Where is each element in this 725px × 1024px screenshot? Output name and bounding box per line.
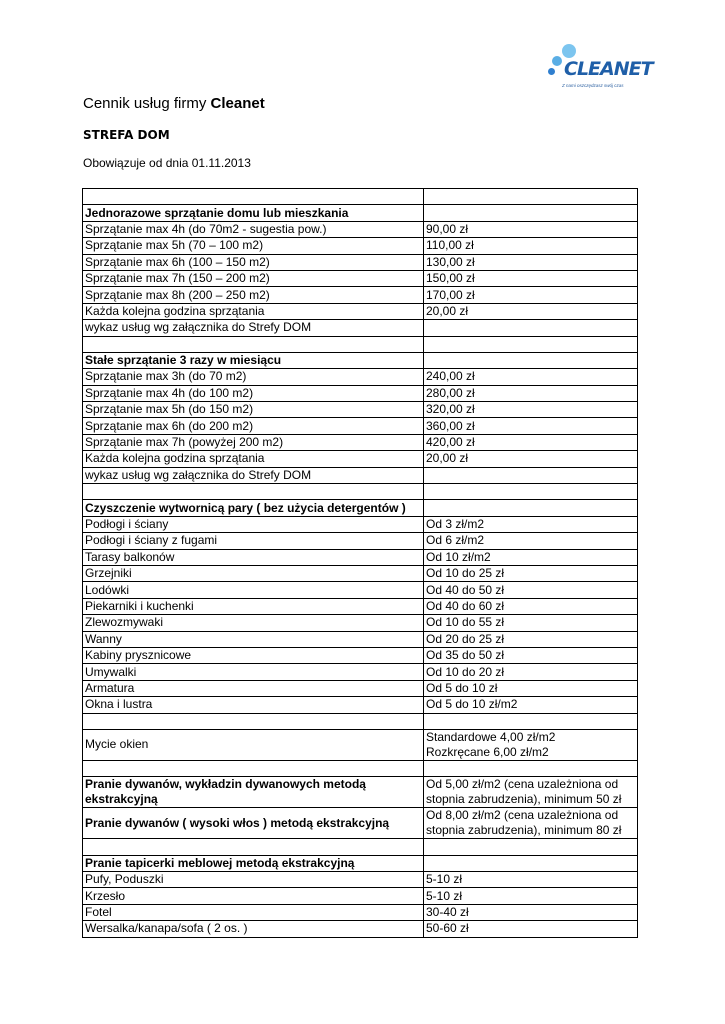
service-price: 110,00 zł [424,238,638,254]
service-price [424,320,638,336]
service-price [424,352,638,368]
service-price [424,760,638,776]
service-price: 280,00 zł [424,385,638,401]
table-row [83,664,638,680]
table-row [83,516,638,532]
table-section-header [83,777,638,808]
service-name: Sprzątanie max 6h (do 200 m2) [83,418,424,434]
service-name: Lodówki [83,582,424,598]
service-price: Od 5 do 10 zł [424,680,638,696]
table-row [83,221,638,237]
logo-bubble-medium [552,56,562,66]
table-row [83,729,638,760]
table-row [83,533,638,549]
service-name: Pranie dywanów, wykładzin dywanowych metodą ekstrakcyjną [83,777,424,808]
effective-date: Obowiązuje od dnia 01.11.2013 [83,156,251,170]
table-row [83,303,638,319]
table-row [83,904,638,920]
service-price [424,205,638,221]
service-name: Pranie dywanów ( wysoki włos ) metodą ekstrakcyjną [83,808,424,839]
service-name: Sprzątanie max 7h (powyżej 200 m2) [83,434,424,450]
service-name: Każda kolejna godzina sprzątania [83,303,424,319]
table-row-blank [83,713,638,729]
table-section-header [83,500,638,516]
service-price: Od 40 do 50 zł [424,582,638,598]
title-company: Cleanet [210,95,265,112]
service-name: Sprzątanie max 5h (70 – 100 m2) [83,238,424,254]
table-row-blank [83,839,638,855]
section-title: STREFA DOM [83,128,170,142]
table-row [83,434,638,450]
service-price: 20,00 zł [424,451,638,467]
service-name: Sprzątanie max 4h (do 100 m2) [83,385,424,401]
table-row [83,565,638,581]
table-row-blank [83,760,638,776]
service-price: 420,00 zł [424,434,638,450]
service-price: 130,00 zł [424,254,638,270]
service-name: wykaz usług wg załącznika do Strefy DOM [83,320,424,336]
service-price: Od 40 do 60 zł [424,598,638,614]
service-name: Mycie okien [83,729,424,760]
service-price: Od 6 zł/m2 [424,533,638,549]
table-row [83,402,638,418]
service-price [424,484,638,500]
service-name: Pufy, Poduszki [83,872,424,888]
table-row [83,270,638,286]
service-name: Wersalka/kanapa/sofa ( 2 os. ) [83,921,424,937]
service-name: Sprzątanie max 6h (100 – 150 m2) [83,254,424,270]
service-price: Od 5,00 zł/m2 (cena uzależniona od stopnia zabrudzenia), minimum 50 zł [424,777,638,808]
table-section-header [83,855,638,871]
service-name: Podłogi i ściany [83,516,424,532]
service-name: Zlewozmywaki [83,615,424,631]
service-name [83,189,424,205]
table-row [83,680,638,696]
service-name: Fotel [83,904,424,920]
service-name: Sprzątanie max 7h (150 – 200 m2) [83,270,424,286]
service-price: 20,00 zł [424,303,638,319]
table-row [83,598,638,614]
table-row [83,582,638,598]
table-row [83,418,638,434]
service-name: Krzesło [83,888,424,904]
service-name [83,336,424,352]
service-name: Tarasy balkonów [83,549,424,565]
service-price: Od 3 zł/m2 [424,516,638,532]
service-name: Jednorazowe sprzątanie domu lub mieszkania [83,205,424,221]
service-price: 240,00 zł [424,369,638,385]
service-price: Standardowe 4,00 zł/m2 Rozkręcane 6,00 zł/m2 [424,729,638,760]
service-name: Armatura [83,680,424,696]
service-name: Stałe sprzątanie 3 razy w miesiącu [83,352,424,368]
logo-tagline: Z nami oszczędzasz swój czas [562,83,624,88]
price-table [82,188,638,938]
service-price [424,855,638,871]
service-price: 90,00 zł [424,221,638,237]
service-price: 30-40 zł [424,904,638,920]
table-row-blank [83,484,638,500]
service-name [83,484,424,500]
service-name: Umywalki [83,664,424,680]
service-price [424,189,638,205]
service-price [424,336,638,352]
service-name: Pranie tapicerki meblowej metodą ekstrakcyjną [83,855,424,871]
table-row [83,697,638,713]
table-row [83,385,638,401]
service-price: 5-10 zł [424,888,638,904]
service-name [83,839,424,855]
logo-bubble-small [548,68,555,75]
table-row [83,287,638,303]
service-name: Sprzątanie max 4h (do 70m2 - sugestia pow.) [83,221,424,237]
table-row [83,888,638,904]
table-section-header [83,352,638,368]
table-row [83,647,638,663]
table-row [83,254,638,270]
table-row [83,549,638,565]
service-price: 5-10 zł [424,872,638,888]
table-row [83,872,638,888]
service-price [424,839,638,855]
service-name: Kabiny prysznicowe [83,647,424,663]
table-row [83,921,638,937]
title-prefix: Cennik usług firmy [83,95,211,112]
service-price: Od 35 do 50 zł [424,647,638,663]
service-name [83,713,424,729]
table-row [83,451,638,467]
table-section-header [83,205,638,221]
service-name [83,760,424,776]
service-name: Czyszczenie wytwornicą pary ( bez użycia detergentów ) [83,500,424,516]
service-price: 170,00 zł [424,287,638,303]
table-row [83,320,638,336]
table-row [83,467,638,483]
table-row [83,631,638,647]
service-price: 50-60 zł [424,921,638,937]
service-price: Od 10 do 25 zł [424,565,638,581]
service-name: Wanny [83,631,424,647]
service-name: Sprzątanie max 3h (do 70 m2) [83,369,424,385]
service-price: Od 10 zł/m2 [424,549,638,565]
logo-bubble-large [562,44,576,58]
service-price [424,467,638,483]
service-price: 320,00 zł [424,402,638,418]
cleanet-logo [544,44,653,94]
service-price: Od 20 do 25 zł [424,631,638,647]
service-name: Sprzątanie max 5h (do 150 m2) [83,402,424,418]
service-price: Od 8,00 zł/m2 (cena uzależniona od stopnia zabrudzenia), minimum 80 zł [424,808,638,839]
table-section-header [83,808,638,839]
service-price [424,713,638,729]
table-row [83,238,638,254]
service-name: wykaz usług wg załącznika do Strefy DOM [83,467,424,483]
service-name: Sprzątanie max 8h (200 – 250 m2) [83,287,424,303]
service-price: 360,00 zł [424,418,638,434]
service-name: Grzejniki [83,565,424,581]
table-row [83,369,638,385]
service-name: Piekarniki i kuchenki [83,598,424,614]
service-price: 150,00 zł [424,270,638,286]
page-title [83,95,265,112]
service-name: Podłogi i ściany z fugami [83,533,424,549]
table-row [83,615,638,631]
service-name: Każda kolejna godzina sprzątania [83,451,424,467]
table-row-blank [83,189,638,205]
service-price [424,500,638,516]
service-name: Okna i lustra [83,697,424,713]
service-price: Od 10 do 20 zł [424,664,638,680]
logo-text: CLEANET [564,58,653,80]
service-price: Od 10 do 55 zł [424,615,638,631]
table-row-blank [83,336,638,352]
service-price: Od 5 do 10 zł/m2 [424,697,638,713]
